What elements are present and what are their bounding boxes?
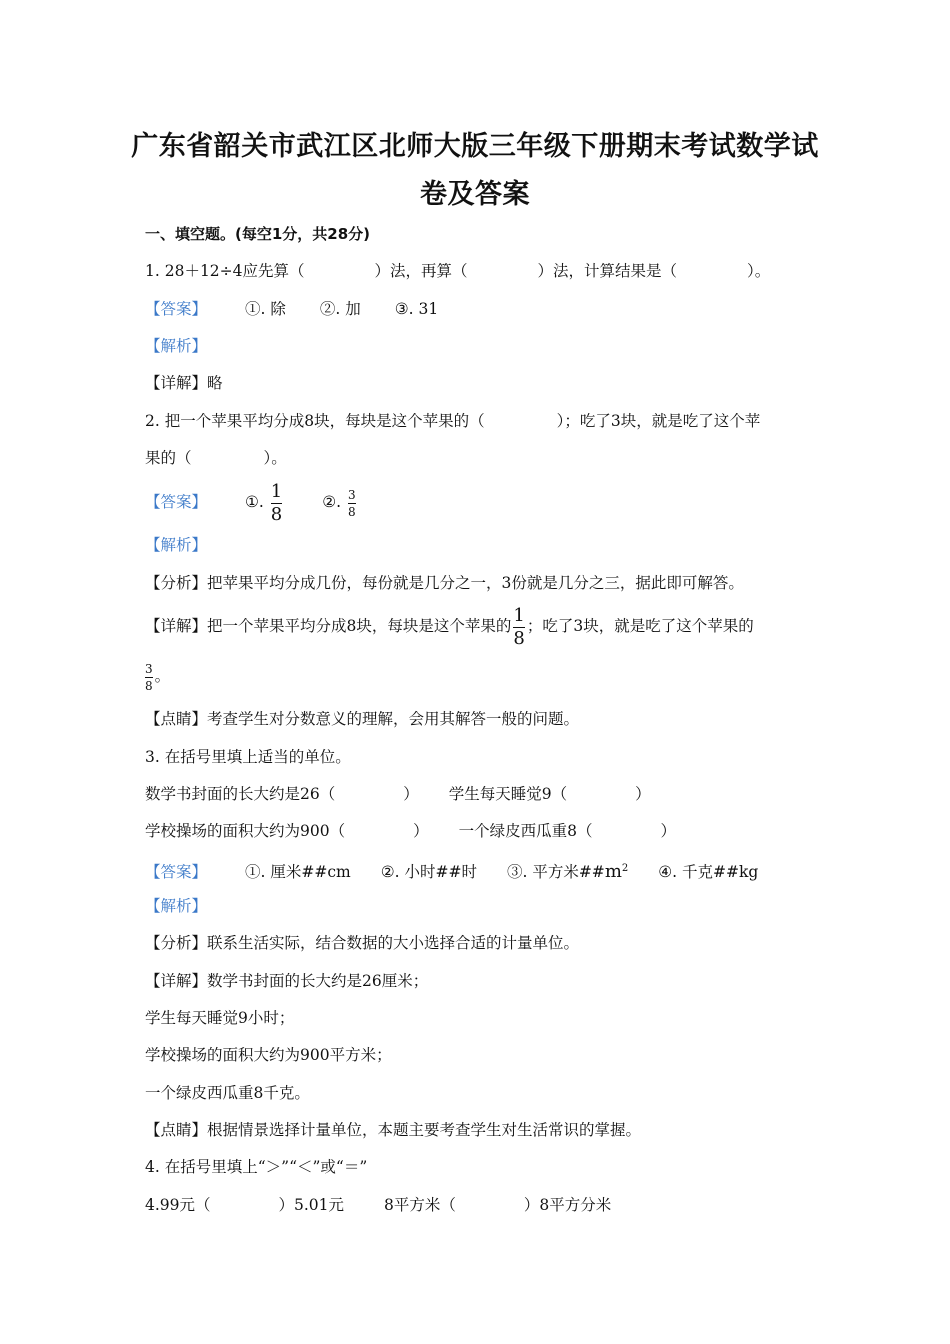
q2-analysis-label: 【解析】 — [145, 536, 208, 554]
answer-label: 【答案】 — [145, 863, 208, 882]
q3-detail-2: 学生每天睡觉9小时； — [145, 1009, 295, 1027]
q2-answer-2-prefix: ②. — [322, 493, 342, 511]
q1-answer — [145, 299, 438, 319]
q2-text-d: ）。 — [263, 449, 287, 467]
fraction-three-eighths: $\frac{3}{8}$ — [348, 487, 356, 519]
q4-row1-c: 8平方米（ — [384, 1196, 456, 1214]
q2-text-b: ）；吃了3块，就是吃了这个苹 — [556, 412, 761, 430]
fraction-one-eighth: $\frac{1}{8}$ — [513, 604, 525, 649]
q3-answer-2: ②. 小时##时 — [380, 863, 477, 882]
q3-answer-3: ③. 平方米## — [506, 863, 605, 882]
q2-dianjing: 【点睛】考查学生对分数意义的理解，会用其解答一般的问题。 — [145, 710, 580, 728]
q4-row1-a: 4.99元（ — [145, 1196, 211, 1214]
q3-row1-b: ） — [403, 785, 419, 803]
q1-text-a: 1. 28＋12÷4应先算（ — [145, 262, 305, 280]
question-1 — [145, 261, 770, 281]
question-4: 4. 在括号里填上“＞”“＜”或“＝” — [145, 1158, 368, 1176]
q2-detail-cont — [145, 656, 170, 696]
q2-detail — [145, 604, 754, 648]
q3-answer-3-unit: m — [604, 861, 622, 883]
q3-row-1 — [145, 784, 651, 804]
document-title-line2: 卷及答案 — [420, 179, 530, 210]
q2-detail-text-b: ；吃了3块，就是吃了这个苹果的 — [526, 617, 754, 635]
question-3: 3. 在括号里填上适当的单位。 — [145, 748, 351, 766]
question-2-cont — [145, 448, 287, 468]
q2-answer-1-prefix: ①. — [245, 493, 264, 511]
q1-answer-3: ③. 31 — [394, 300, 439, 318]
q1-detail: 【详解】略 — [145, 374, 223, 392]
q3-detail-3: 学校操场的面积大约为900平方米； — [145, 1046, 392, 1064]
q3-detail-4: 一个绿皮西瓜重8千克。 — [145, 1084, 310, 1102]
answer-label: 【答案】 — [145, 493, 208, 511]
q3-dianjing: 【点睛】根据情景选择计量单位，本题主要考查学生对生活常识的掌握。 — [145, 1121, 642, 1139]
q3-answer-3-sup: 2 — [621, 863, 629, 874]
q3-answer-1: ①. 厘米##cm — [245, 863, 351, 882]
q3-row2-b: ） — [413, 822, 429, 840]
q2-detail-text-c: 。 — [154, 667, 171, 685]
q3-row2-a: 学校操场的面积大约为900（ — [145, 822, 346, 840]
q2-text-c: 果的（ — [145, 449, 192, 467]
q1-answer-1: ①. 除 — [245, 300, 286, 318]
question-2 — [145, 411, 760, 431]
q2-answer — [145, 480, 358, 524]
q3-analysis-label: 【解析】 — [145, 897, 208, 915]
q3-fenxi: 【分析】联系生活实际，结合数据的大小选择合适的计量单位。 — [145, 934, 580, 952]
q3-answer — [145, 859, 758, 882]
q2-text-a: 2. 把一个苹果平均分成8块，每块是这个苹果的（ — [145, 412, 485, 430]
q4-row1-b: ）5.01元 — [278, 1196, 345, 1214]
document-title-line1: 广东省韶关市武江区北师大版三年级下册期末考试数学试 — [131, 131, 819, 162]
q3-detail-1: 【详解】数学书封面的长大约是26厘米； — [145, 972, 429, 990]
q1-answer-2: ②. 加 — [319, 300, 361, 318]
fraction-one-eighth: $\frac{1}{8}$ — [270, 480, 283, 525]
q4-row-1 — [145, 1195, 611, 1215]
q3-row1-d: ） — [635, 785, 651, 803]
q1-text-b: ）法，再算（ — [374, 262, 468, 280]
q1-analysis-label: 【解析】 — [145, 337, 208, 355]
q3-row2-c: 一个绿皮西瓜重8（ — [458, 822, 593, 840]
answer-label: 【答案】 — [145, 300, 208, 318]
section-heading: 一、填空题。(每空1分，共28分) — [145, 225, 371, 243]
fraction-three-eighths: $\frac{3}{8}$ — [145, 661, 153, 693]
q1-text-c: ）法，计算结果是（ — [537, 262, 678, 280]
q3-row1-a: 数学书封面的长大约是26（ — [145, 785, 336, 803]
q1-text-d: ）。 — [747, 262, 771, 280]
q2-detail-text-a: 【详解】把一个苹果平均分成8块，每块是这个苹果的 — [145, 617, 512, 635]
q3-row2-d: ） — [660, 822, 676, 840]
q2-fenxi: 【分析】把苹果平均分成几份，每份就是几分之一，3份就是几分之三，据此即可解答。 — [145, 574, 744, 592]
q3-answer-4: ④. 千克##kg — [658, 863, 759, 882]
q3-row-2 — [145, 821, 676, 841]
q3-row1-c: 学生每天睡觉9（ — [448, 785, 568, 803]
q4-row1-d: ）8平方分米 — [523, 1196, 612, 1214]
